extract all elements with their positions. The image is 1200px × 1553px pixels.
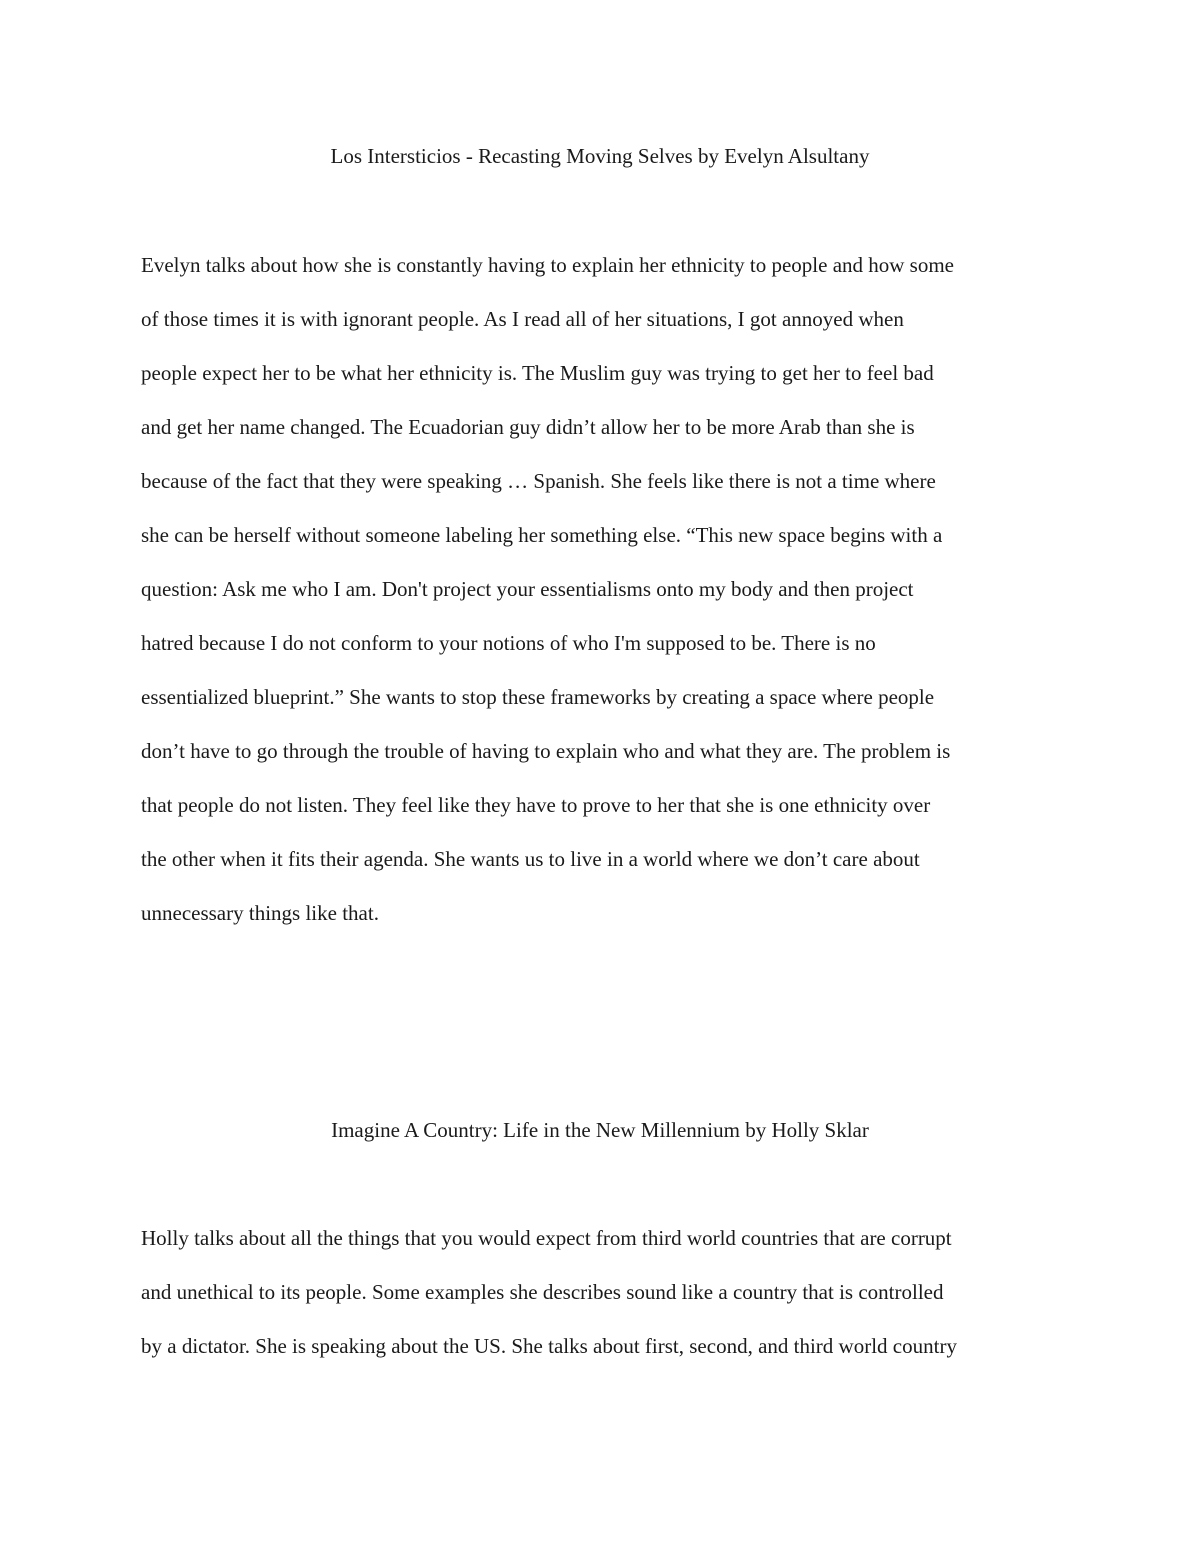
- paragraph-line: of those times it is with ignorant people. As I read all of her situations, I got annoyed when: [141, 307, 904, 331]
- paragraph-line: unnecessary things like that.: [141, 901, 379, 925]
- paragraph-line: and get her name changed. The Ecuadorian guy didn’t allow her to be more Arab than she is: [141, 415, 915, 439]
- paragraph-line: the other when it fits their agenda. She wants us to live in a world where we don’t care about: [141, 847, 920, 871]
- paragraph-line: and unethical to its people. Some examples she describes sound like a country that is controlled: [141, 1280, 944, 1304]
- paragraph-line: hatred because I do not conform to your notions of who I'm supposed to be. There is no: [141, 631, 876, 655]
- paragraph-line: Holly talks about all the things that you would expect from third world countries that are corrupt: [141, 1226, 952, 1250]
- paragraph-line: because of the fact that they were speaking … Spanish. She feels like there is not a time where: [141, 469, 936, 493]
- paragraph-line: question: Ask me who I am. Don't project your essentialisms onto my body and then project: [141, 577, 914, 601]
- paragraph-line: don’t have to go through the trouble of having to explain who and what they are. The problem is: [141, 739, 951, 763]
- paragraph-line: that people do not listen. They feel like they have to prove to her that she is one ethnicity over: [141, 793, 931, 817]
- section-title-1: Los Intersticios - Recasting Moving Selves by Evelyn Alsultany: [330, 144, 870, 168]
- paragraph-line: Evelyn talks about how she is constantly having to explain her ethnicity to people and how some: [141, 253, 955, 277]
- paragraph-line: she can be herself without someone labeling her something else. “This new space begins with a: [141, 523, 943, 547]
- section-title-2: Imagine A Country: Life in the New Millennium by Holly Sklar: [331, 1118, 869, 1142]
- paragraph-line: by a dictator. She is speaking about the US. She talks about first, second, and third world country: [141, 1334, 957, 1358]
- paragraph-line: people expect her to be what her ethnicity is. The Muslim guy was trying to get her to feel bad: [141, 361, 934, 385]
- paragraph-line: essentialized blueprint.” She wants to stop these frameworks by creating a space where people: [141, 685, 935, 709]
